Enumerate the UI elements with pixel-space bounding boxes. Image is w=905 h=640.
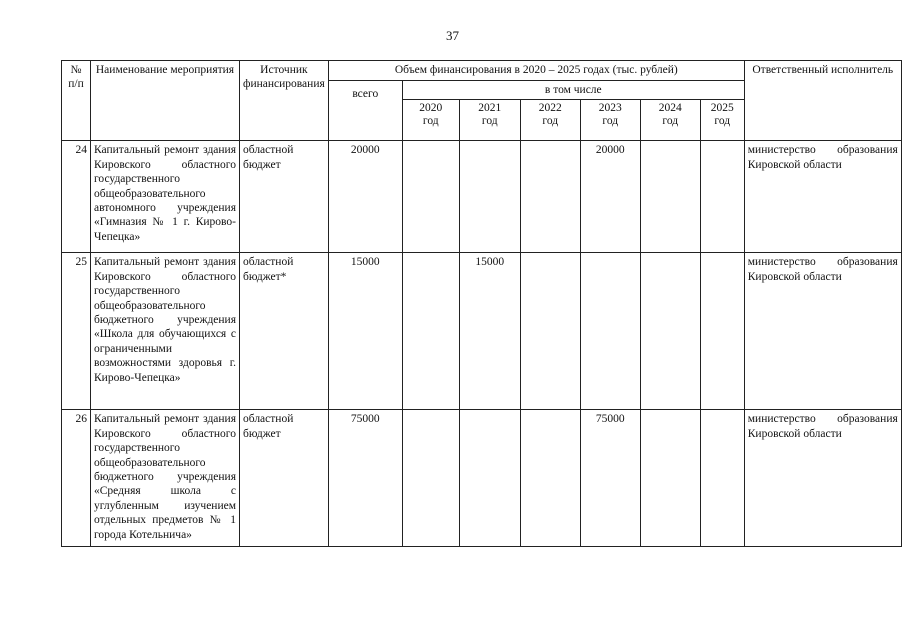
row-2020 [402, 253, 459, 410]
header-total: всего [328, 81, 402, 141]
row-responsible: министерство образования Кировской области [744, 253, 901, 410]
row-name: Капитальный ремонт здания Кировского областного государственного общеобразовательного бюджетного учреждения «Средняя школа с углубленным изучением отдельных предметов № 1 города Котельнича» [91, 410, 240, 547]
row-2020 [402, 410, 459, 547]
header-name: Наименование мероприятия [91, 61, 240, 141]
row-responsible: министерство образования Кировской области [744, 141, 901, 253]
header-year-2023: 2023 год [580, 100, 640, 141]
row-source: областной бюджет [240, 141, 329, 253]
header-num: № п/п [62, 61, 91, 141]
row-2021 [459, 410, 520, 547]
row-2025 [700, 141, 744, 253]
row-name: Капитальный ремонт здания Кировского областного государственного общеобразовательного автономного учреждения «Гимназия № 1 г. Кирово-Чепецка» [91, 141, 240, 253]
row-2021 [459, 141, 520, 253]
row-responsible: министерство образования Кировской области [744, 410, 901, 547]
row-num: 25 [62, 253, 91, 410]
row-num: 24 [62, 141, 91, 253]
row-source: областной бюджет [240, 410, 329, 547]
row-2023 [580, 253, 640, 410]
header-year-2025: 2025 год [700, 100, 744, 141]
row-2024 [640, 410, 700, 547]
header-including: в том числе [402, 81, 744, 100]
table-row [62, 253, 902, 410]
row-2022 [520, 253, 580, 410]
row-2024 [640, 253, 700, 410]
row-total: 15000 [328, 253, 402, 410]
row-2023: 75000 [580, 410, 640, 547]
header-responsible: Ответственный исполнитель [744, 61, 901, 141]
row-2024 [640, 141, 700, 253]
row-2023: 20000 [580, 141, 640, 253]
header-year-2021: 2021 год [459, 100, 520, 141]
row-2025 [700, 410, 744, 547]
row-total: 20000 [328, 141, 402, 253]
table-row [62, 141, 902, 253]
row-2022 [520, 410, 580, 547]
row-name: Капитальный ремонт здания Кировского областного государственного общеобразовательного бюджетного учреждения «Школа для обучающихся с ограниченными возможностями здоровья г. Кирово-Чепецка» [91, 253, 240, 410]
header-year-2020: 2020 год [402, 100, 459, 141]
row-source: областной бюджет* [240, 253, 329, 410]
row-total: 75000 [328, 410, 402, 547]
page-number: 37 [446, 28, 459, 43]
header-year-2024: 2024 год [640, 100, 700, 141]
row-2025 [700, 253, 744, 410]
row-num: 26 [62, 410, 91, 547]
table-row [62, 410, 902, 547]
header-source: Источник финансирования [240, 61, 329, 141]
header-year-2022: 2022 год [520, 100, 580, 141]
funding-table [61, 60, 902, 547]
row-2021: 15000 [459, 253, 520, 410]
row-2020 [402, 141, 459, 253]
header-funding-group: Объем финансирования в 2020 – 2025 годах (тыс. рублей) [328, 61, 744, 81]
row-2022 [520, 141, 580, 253]
